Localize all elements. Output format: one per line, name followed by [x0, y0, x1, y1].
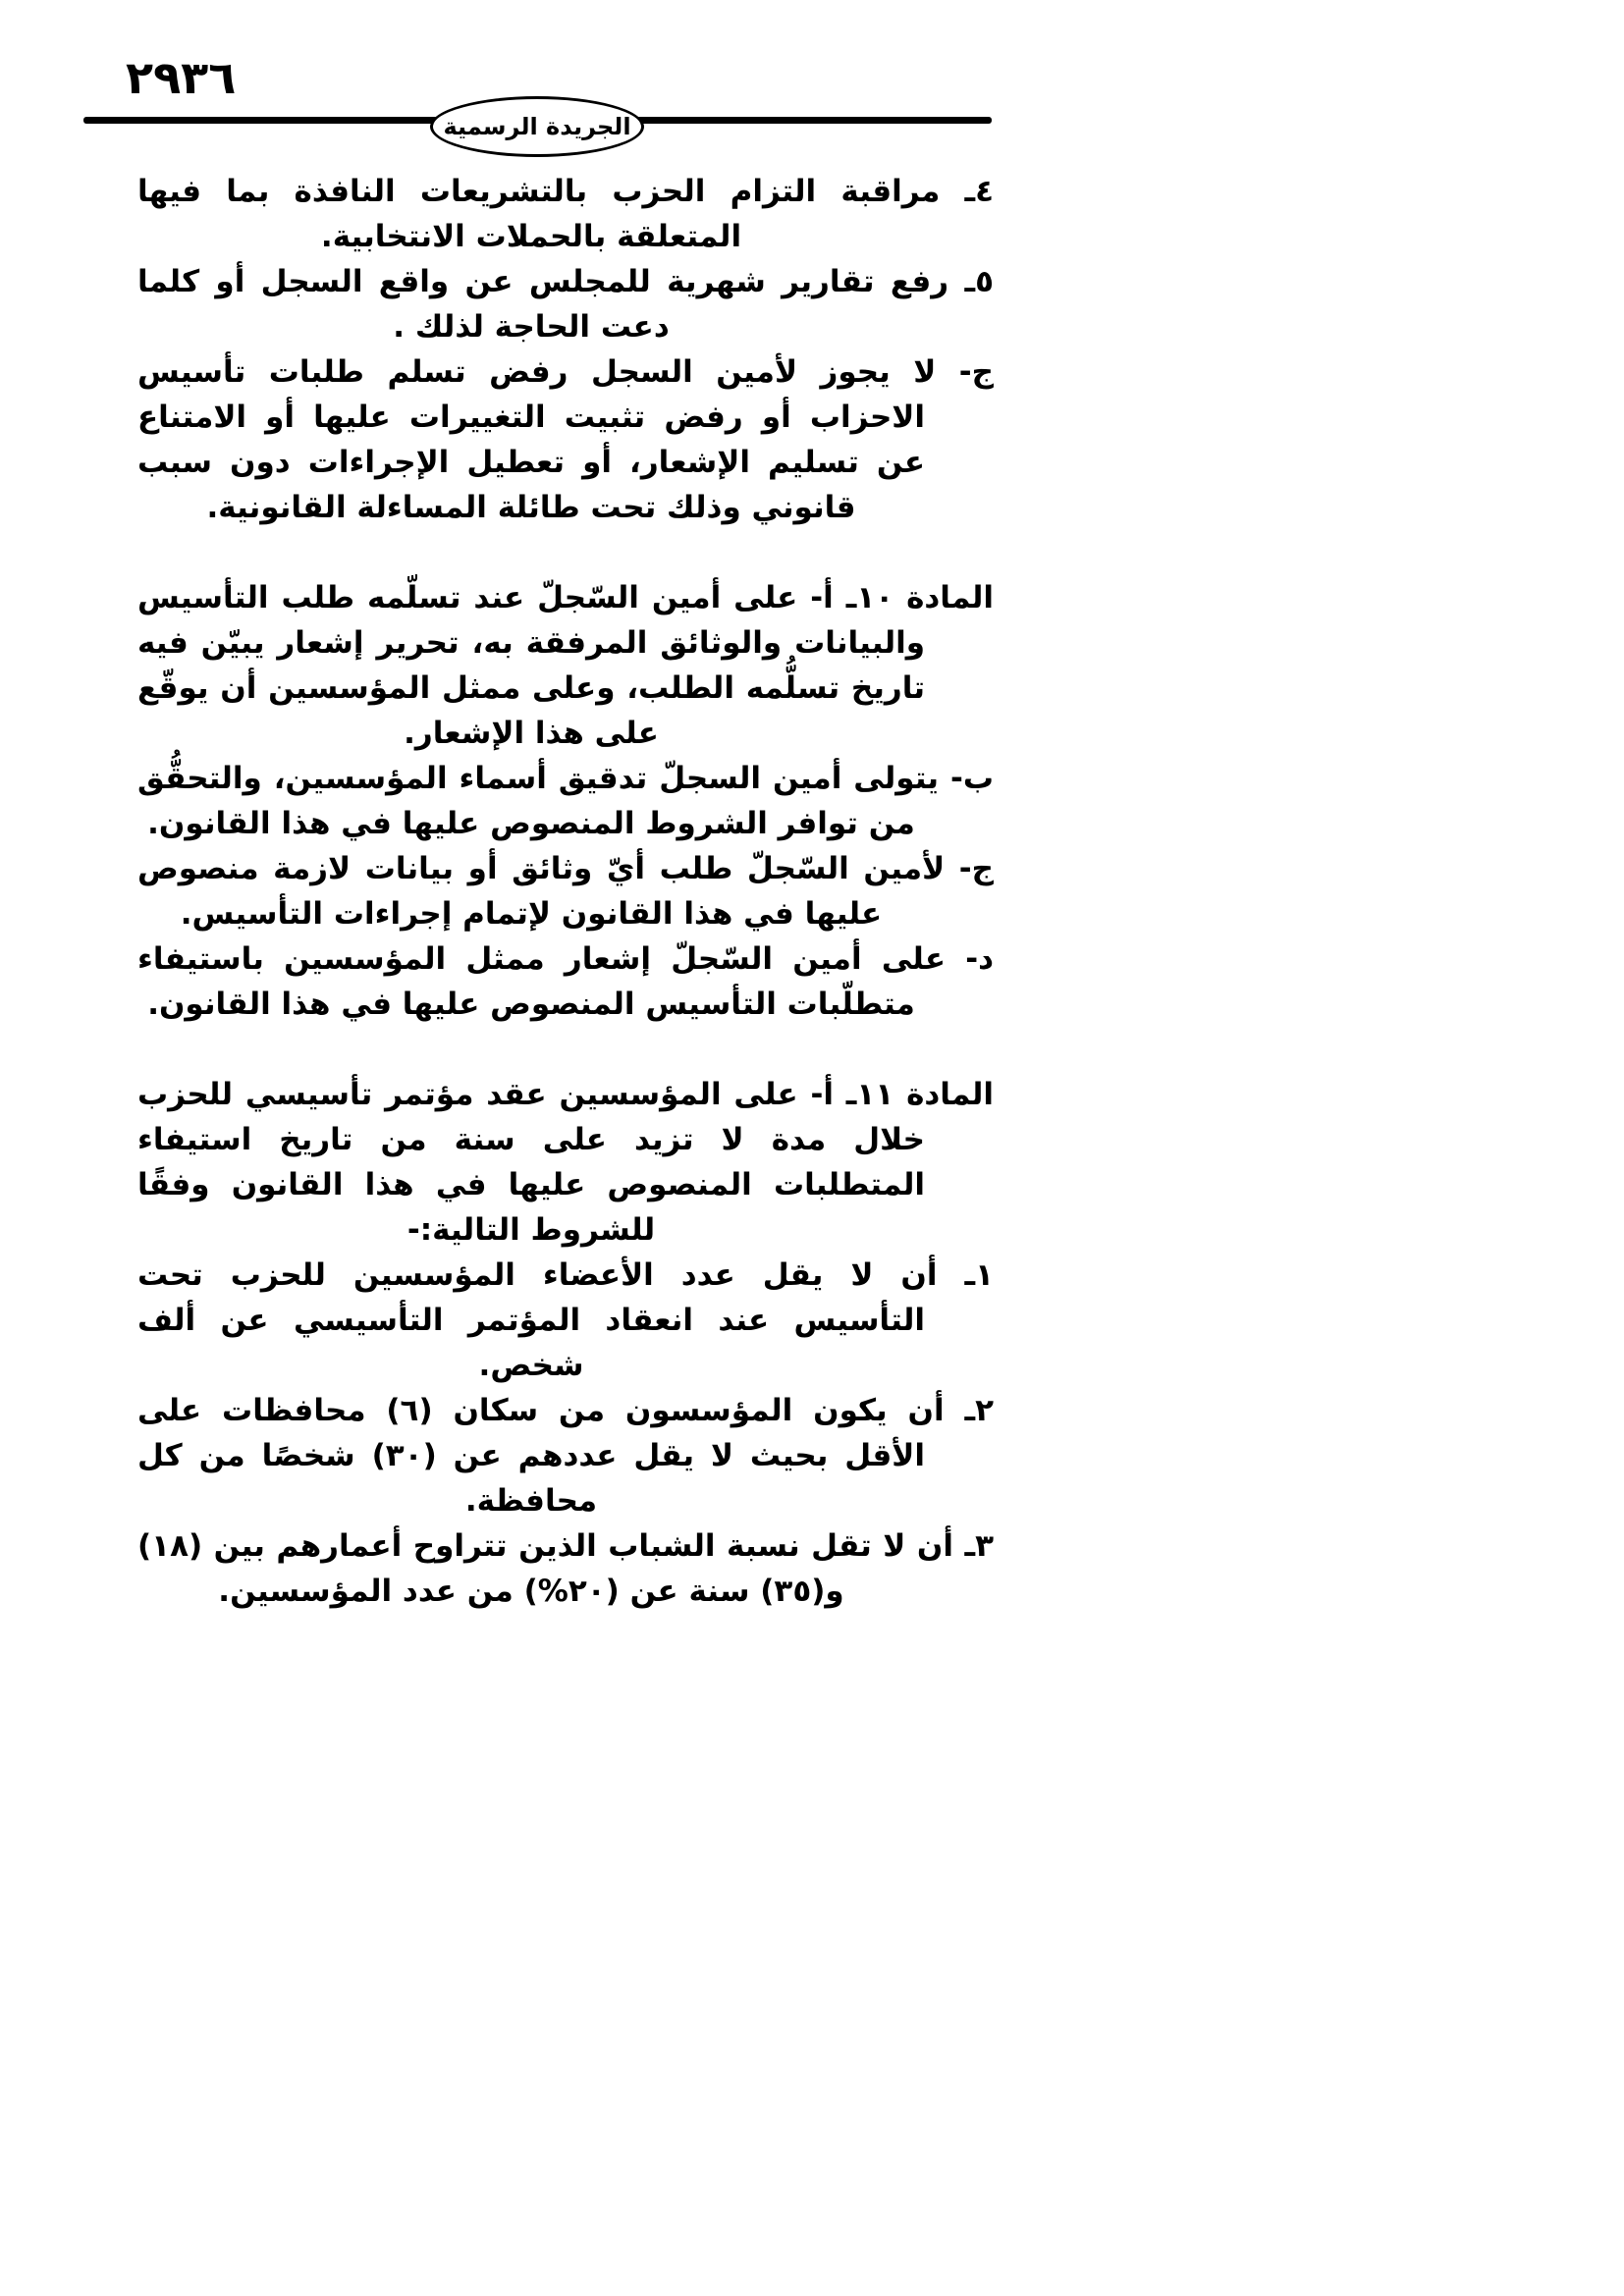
body-paragraph-article-11-item-2: ٢ـ أن يكون المؤسسون من سكان (٦) محافظات على الأقل بحيث لا يقل عددهم عن (٣٠) شخصًا من كل محافظة.: [137, 1393, 994, 1519]
body-paragraph-item-4: ٤ـ مراقبة التزام الحزب بالتشريعات النافذة بما فيها المتعلقة بالحملات الانتخابية.: [137, 174, 994, 254]
gazette-title-ellipse: [430, 96, 644, 157]
document-body: [137, 169, 994, 1614]
body-paragraph-article-11-item-1: ١ـ أن لا يقل عدد الأعضاء المؤسسين للحزب تحت التأسيس عند انعقاد المؤتمر التأسيسي عن ألف شخص.: [137, 1257, 994, 1383]
body-paragraph-article-10-jeem: ج- لأمين السّجلّ طلب أيّ وثائق أو بيانات لازمة منصوص عليها في هذا القانون لإتمام إجراءات التأسيس.: [137, 851, 994, 932]
body-paragraph-article-10-a: المادة ١٠ـ أ- على أمين السّجلّ عند تسلّمه طلب التأسيس والبيانات والوثائق المرفقة به، تحرير إشعار يبيّن فيه تاريخ تسلُّمه الطلب، وعلى ممثل المؤسسين أن يوقّع على هذا الإشعار.: [137, 580, 994, 751]
body-paragraph-clause-jeem: ج- لا يجوز لأمين السجل رفض تسلم طلبات تأسيس الاحزاب أو رفض تثبيت التغييرات عليها أو الامتناع عن تسليم الإشعار، أو تعطيل الإجراءات دون سبب قانوني وذلك تحت طائلة المساءلة القانونية.: [137, 354, 994, 525]
gazette-title: الجريدة الرسمية: [443, 113, 631, 140]
page-number: ٢٩٣٦: [126, 51, 237, 104]
body-paragraph-article-10-b: ب- يتولى أمين السجلّ تدقيق أسماء المؤسسين، والتحقُّق من توافر الشروط المنصوص عليها في هذا القانون.: [137, 761, 994, 841]
body-paragraph-article-10-dal: د- على أمين السّجلّ إشعار ممثل المؤسسين باستيفاء متطلّبات التأسيس المنصوص عليها في هذا القانون.: [137, 941, 994, 1022]
body-paragraph-item-5: ٥ـ رفع تقارير شهرية للمجلس عن واقع السجل أو كلما دعت الحاجة لذلك .: [137, 264, 994, 345]
body-paragraph-article-11-item-3: ٣ـ أن لا تقل نسبة الشباب الذين تتراوح أعمارهم بين (١٨) و(٣٥) سنة عن (٢٠%) من عدد المؤسسين.: [137, 1528, 994, 1609]
body-paragraph-article-11-a: المادة ١١ـ أ- على المؤسسين عقد مؤتمر تأسيسي للحزب خلال مدة لا تزيد على سنة من تاريخ استيفاء المتطلبات المنصوص عليها في هذا القانون وفقًا للشروط التالية:-: [137, 1077, 994, 1248]
